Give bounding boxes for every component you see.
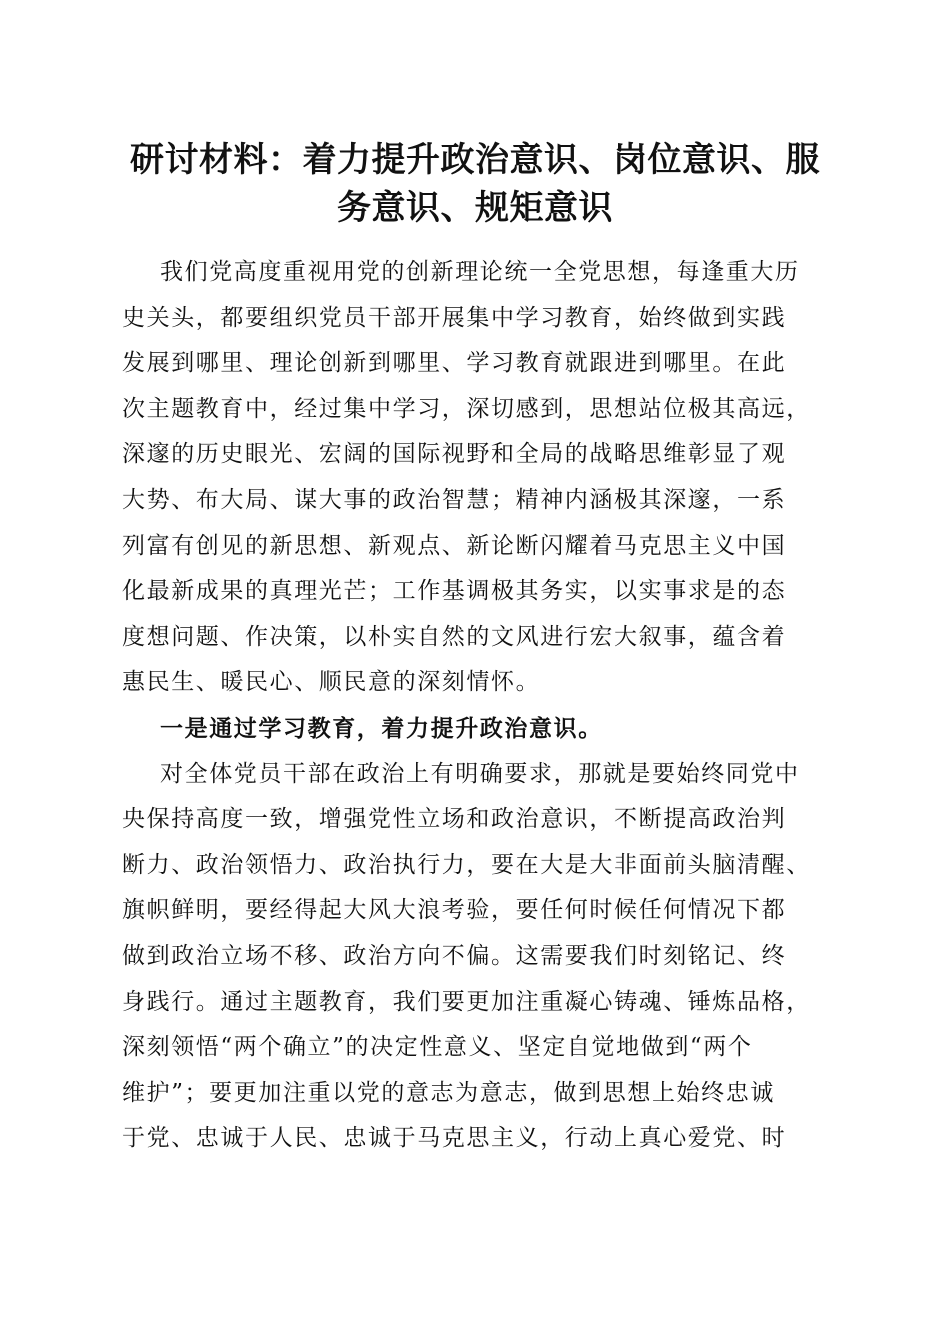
document-title: [110, 136, 840, 232]
section-heading: 一是通过学习教育，着力提升政治意识。: [160, 714, 603, 742]
paragraph-2: [122, 752, 834, 1162]
text-line: 我们党高度重视用党的创新理论统一全党思想，每逢重大历: [160, 259, 800, 285]
text-line: 深邃的历史眼光、宏阔的国际视野和全局的战略思维彰显了观: [122, 441, 787, 468]
text-line: 列富有创见的新思想、新观点、新论断闪耀着马克思主义中国: [122, 532, 787, 559]
paragraph-1: [122, 250, 834, 706]
text-line: 化最新成果的真理光芒；工作基调极其务实，以实事求是的态: [122, 578, 787, 605]
text-line: 度想问题、作决策，以朴实自然的文风进行宏大叙事，蕴含着: [122, 623, 787, 650]
text-line: 次主题教育中，经过集中学习，深切感到，思想站位极其高远，: [122, 395, 811, 422]
text-line: 做到政治立场不移、政治方向不偏。这需要我们时刻铭记、终: [122, 942, 787, 969]
text-line: 于党、忠诚于人民、忠诚于马克思主义，行动上真心爱党、时: [122, 1125, 787, 1152]
document-body: [122, 250, 834, 1162]
text-line: 深刻领悟“两个确立”的决定性意义、坚定自觉地做到“两个: [122, 1034, 753, 1061]
text-line: 央保持高度一致，增强党性立场和政治意识，不断提高政治判: [122, 806, 787, 833]
text-line: 维护”；要更加注重以党的意志为意志，做到思想上始终忠诚: [122, 1079, 775, 1106]
text-line: 发展到哪里、理论创新到哪里、学习教育就跟进到哪里。在此: [122, 350, 787, 377]
text-line: 史关头，都要组织党员干部开展集中学习教育，始终做到实践: [122, 304, 787, 331]
title-line: 研讨材料：着力提升政治意识、岗位意识、服: [130, 140, 820, 180]
text-line: 旗帜鲜明，要经得起大风大浪考验，要任何时候任何情况下都: [122, 897, 787, 924]
text-line: 身践行。通过主题教育，我们要更加注重凝心铸魂、锤炼品格，: [122, 988, 811, 1015]
title-line: 务意识、规矩意识: [337, 188, 613, 228]
text-line: 惠民生、暖民心、顺民意的深刻情怀。: [122, 669, 541, 696]
text-line: 对全体党员干部在政治上有明确要求，那就是要始终同党中: [160, 760, 800, 787]
text-line: 大势、布大局、谋大事的政治智慧；精神内涵极其深邃，一系: [122, 486, 787, 513]
text-line: 断力、政治领悟力、政治执行力，要在大是大非面前头脑清醒、: [122, 851, 811, 878]
